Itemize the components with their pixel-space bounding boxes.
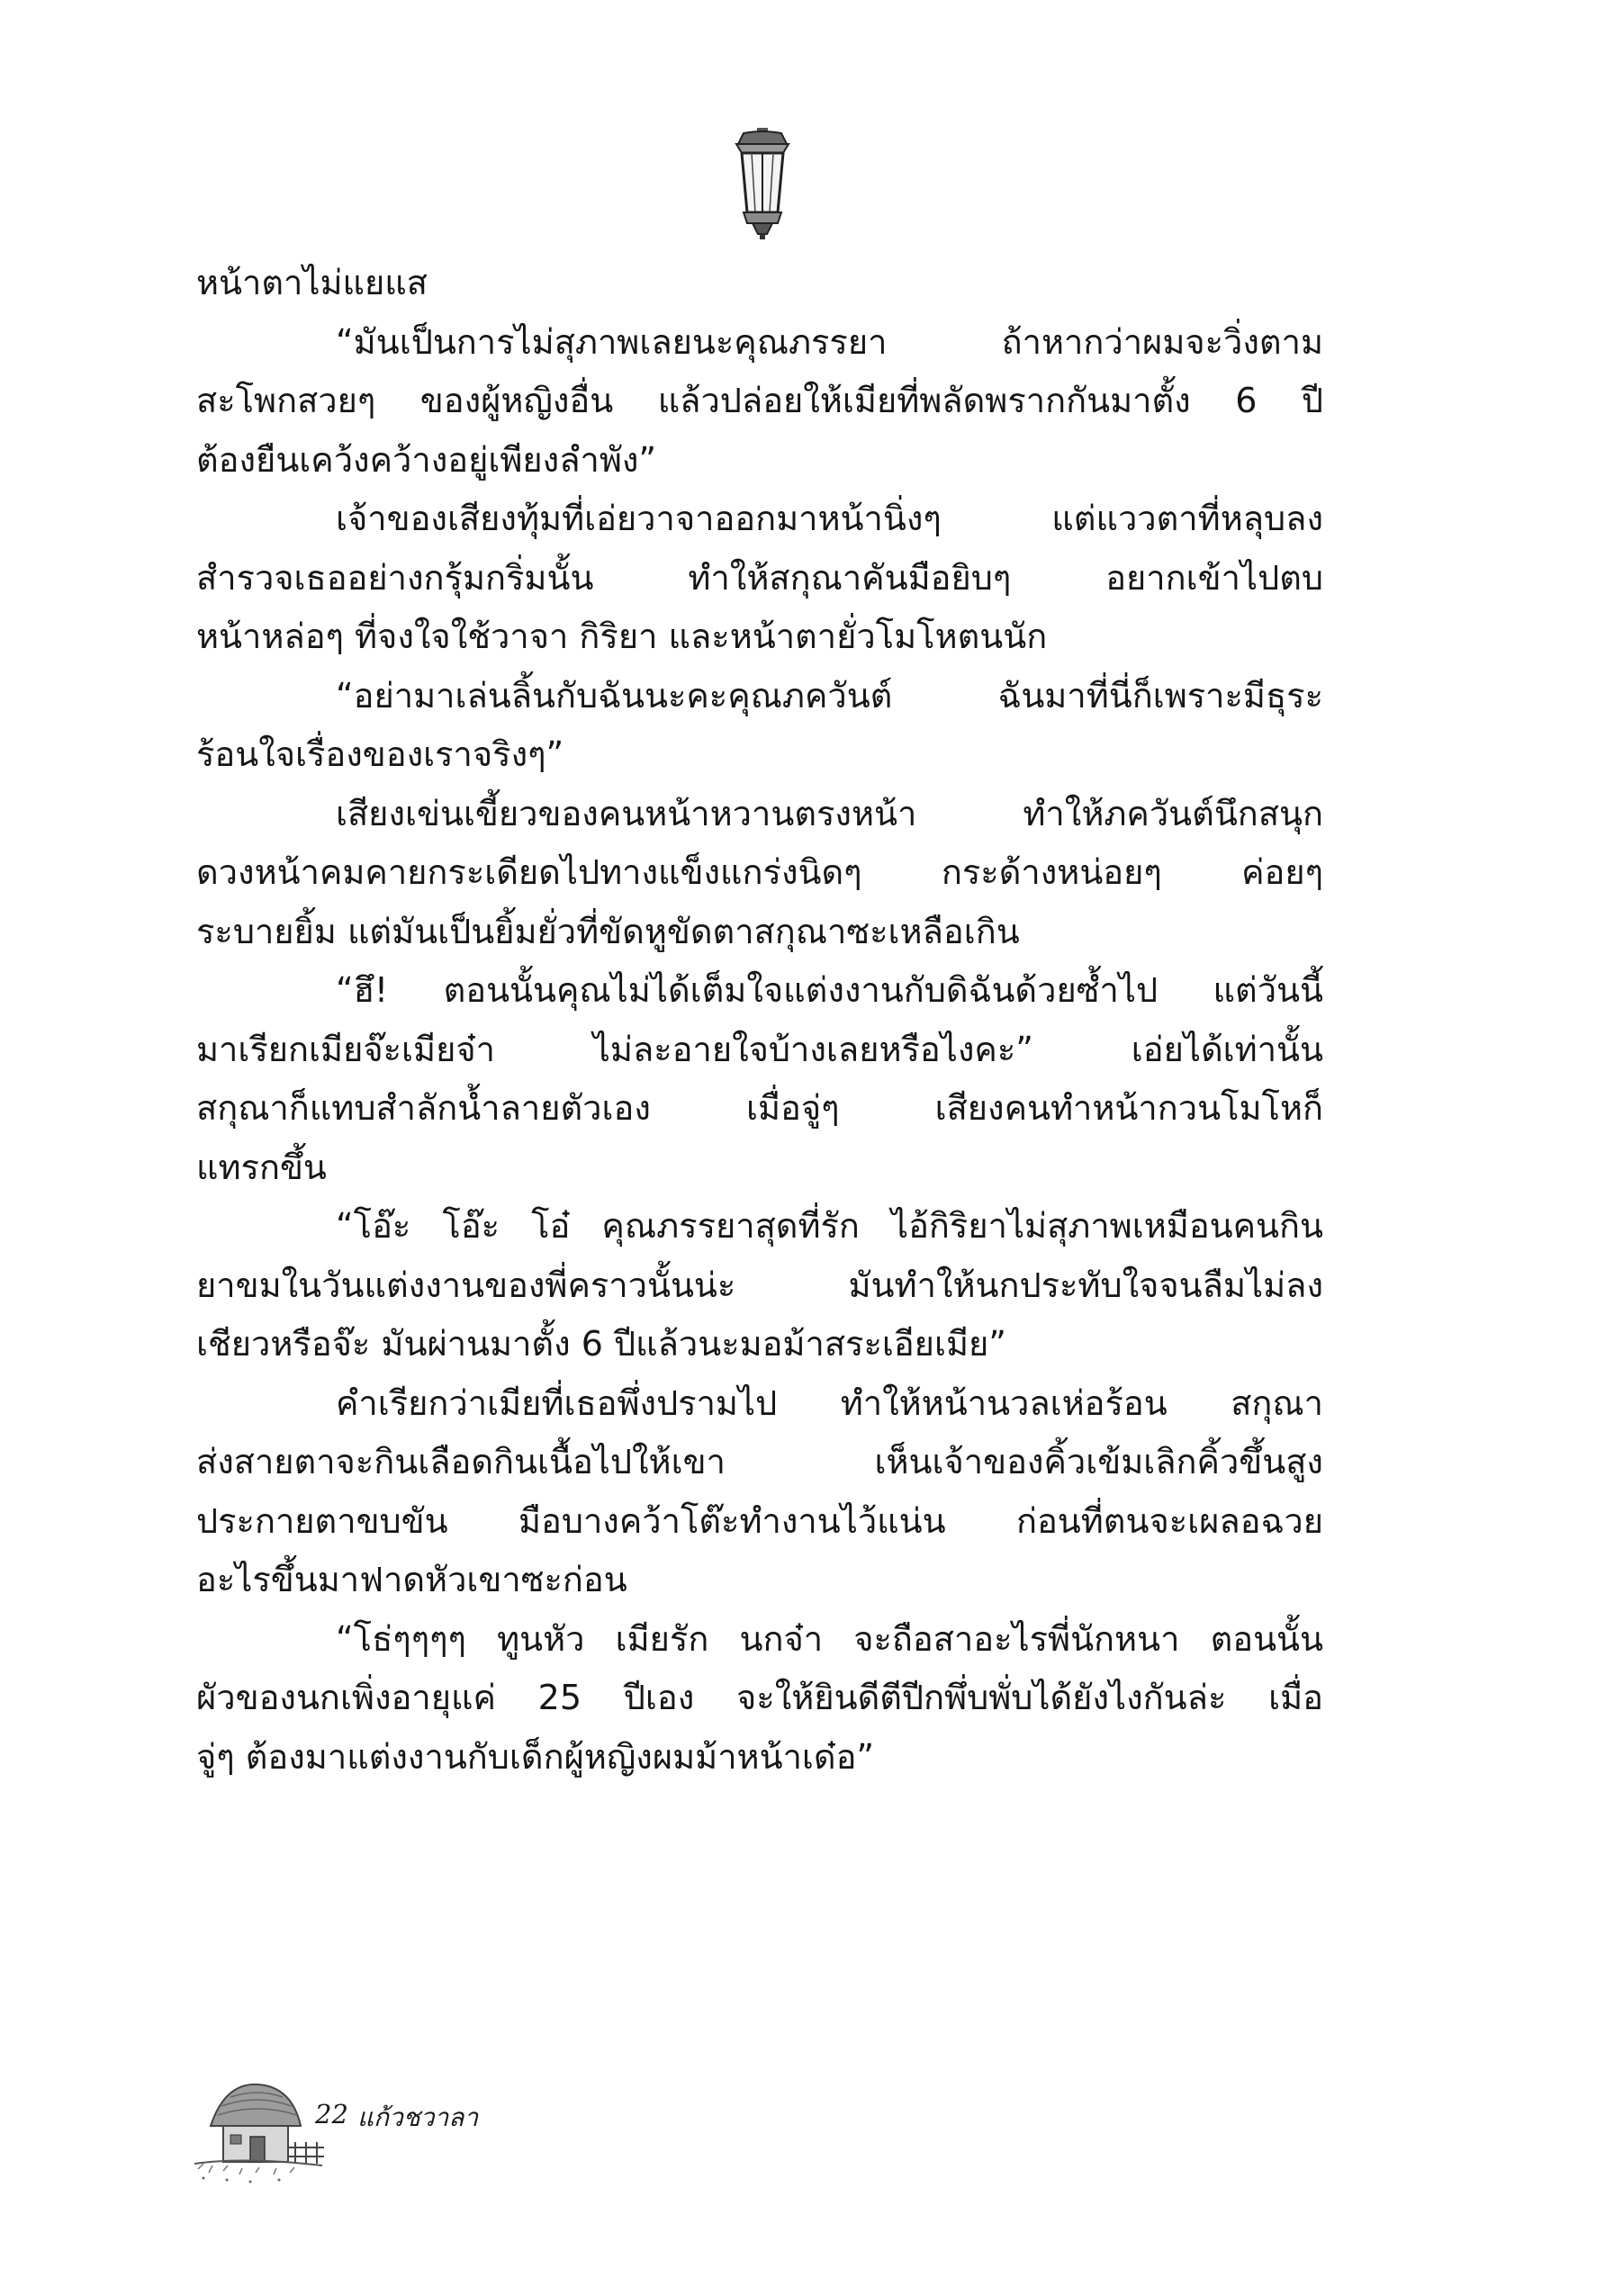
text-line: สะโพกสวยๆ ของผู้หญิงอื่น แล้วปล่อยให้เมียที่พลัดพรากกันมาตั้ง 6 ปี <box>196 381 1323 420</box>
text-line: มาเรียกเมียจ๊ะเมียจ๋า ไม่ละอายใจบ้างเลยหรือไงคะ” เอ่ยได้เท่านั้น <box>196 1029 1323 1069</box>
text-line: ผัวของนกเพิ่งอายุแค่ 25 ปีเอง จะให้ยินดีตีปีกพึ่บพั่บได้ยังไงกันล่ะ เมื่อ <box>196 1678 1323 1717</box>
text-line: ดวงหน้าคมคายกระเดียดไปทางแข็งแกร่งนิดๆ กระด้างหน่อยๆ ค่อยๆ <box>196 852 1323 892</box>
text-line: ร้อนใจเรื่องของเราจริงๆ” <box>196 734 564 774</box>
text-line: อะไรขึ้นมาฟาดหัวเขาซะก่อน <box>196 1560 627 1599</box>
text-line: “อย่ามาเล่นลิ้นกับฉันนะคะคุณภควันต์ ฉันมาที่นี่ก็เพราะมีธุระ <box>336 675 1323 716</box>
hut-icon <box>191 2070 326 2187</box>
text-line: เสียงเข่นเขี้ยวของคนหน้าหวานตรงหน้า ทำให้ภควันต์นึกสนุก <box>336 793 1323 833</box>
text-line: “ฮึ! ตอนนั้นคุณไม่ได้เต็มใจแต่งงานกับดิฉันด้วยซ้ำไป แต่วันนี้ <box>336 970 1323 1010</box>
text-line: เจ้าของเสียงทุ้มที่เอ่ยวาจาออกมาหน้านิ่งๆ แต่แววตาที่หลุบลง <box>336 499 1323 538</box>
text-line: ยาขมในวันแต่งงานของพี่คราวนั้นน่ะ มันทำให้นกประทับใจจนลืมไม่ลง <box>196 1265 1323 1305</box>
text-line: จู่ๆ ต้องมาแต่งงานกับเด็กผู้หญิงผมม้าหน้าเด๋อ” <box>196 1736 875 1777</box>
text-line: คำเรียกว่าเมียที่เธอพึ่งปรามไป ทำให้หน้านวลเห่อร้อน สกุณา <box>336 1382 1323 1423</box>
text-line: หน้าตาไม่แยแส <box>196 263 428 302</box>
lantern-icon <box>724 126 801 241</box>
body-text <box>196 254 1323 1787</box>
text-line: ประกายตาขบขัน มือบางคว้าโต๊ะทำงานไว้แน่น ก่อนที่ตนจะเผลอฉวย <box>196 1500 1323 1541</box>
text-line: ต้องยืนเคว้งคว้างอยู่เพียงลำพัง” <box>196 439 657 480</box>
book-title: แก้วชวาลา <box>357 2102 479 2132</box>
text-line: “โธ่ๆๆๆๆ ทูนหัว เมียรัก นกจ๋า จะถือสาอะไรพี่นักหนา ตอนนั้น <box>336 1618 1323 1659</box>
text-line: ส่งสายตาจะกินเลือดกินเนื้อไปให้เขา เห็นเจ้าของคิ้วเข้มเลิกคิ้วขึ้นสูง <box>196 1442 1323 1481</box>
text-line: สกุณาก็แทบสำลักน้ำลายตัวเอง เมื่อจู่ๆ เสียงคนทำหน้ากวนโมโหก็ <box>196 1088 1323 1128</box>
page-footer <box>191 2070 659 2187</box>
text-line: “โอ๊ะ โอ๊ะ โอ๋ คุณภรรยาสุดที่รัก ไอ้กิริยาไม่สุภาพเหมือนคนกิน <box>336 1206 1323 1246</box>
text-line: เชียวหรือจ๊ะ มันผ่านมาตั้ง 6 ปีแล้วนะมอม้าสระเอียเมีย” <box>196 1324 1006 1364</box>
text-line: แทรกขึ้น <box>196 1147 327 1187</box>
text-line: หน้าหล่อๆ ที่จงใจใช้วาจา กิริยา และหน้าตายั่วโมโหตนนัก <box>196 617 1048 656</box>
text-line: สำรวจเธออย่างกรุ้มกริ่มนั้น ทำให้สกุณาคันมือยิบๆ อยากเข้าไปตบ <box>196 557 1323 598</box>
page-number: 22 <box>315 2099 348 2129</box>
text-line: ระบายยิ้ม แต่มันเป็นยิ้มยั่วที่ขัดหูขัดตาสกุณาซะเหลือเกิน <box>196 911 1020 951</box>
text-line: “มันเป็นการไม่สุภาพเลยนะคุณภรรยา ถ้าหากว่าผมจะวิ่งตาม <box>336 321 1323 362</box>
